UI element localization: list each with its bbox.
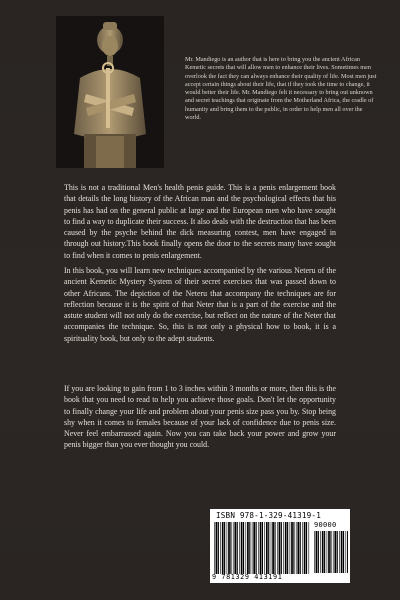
barcode-bar [256,522,257,574]
barcode-bar [304,522,306,574]
barcode-bar [230,522,231,574]
barcode-bar [296,522,297,574]
statue-illustration [56,16,164,168]
barcode-bar [234,522,236,574]
barcode-bar [258,522,259,574]
pharaoh-statue-image [56,16,164,168]
barcode-bar [316,531,318,573]
barcode-bar [274,522,275,574]
barcode-bar [343,531,344,573]
barcode-bar [247,522,249,574]
barcode-bar [334,531,336,573]
barcode-bar [214,522,215,574]
barcode-bar [239,522,240,574]
barcode-bar [302,522,303,574]
barcode-bar [264,522,265,574]
barcode-bar [306,522,307,574]
barcode-bar [341,531,343,573]
barcode-bar [314,531,315,573]
barcode-bar [277,522,278,574]
barcode-bar [330,531,331,573]
barcode-bar [337,531,338,573]
description-paragraph-2: In this book, you will learn new techniques accompanied by the various Neteru of the ancient Kemetic Mystery System of their secret exercises that was passed down to other Africans. The depiction of the Neteru that accompany the techniques are for reflection because it is the spirit of that Neter that is a part of the exercise and the astute student will not only do the exercise, but reflect on the nature of the Neter that accompanies the technique. So, this is not only a physical how to book, it is a spirituality book, but only to the adept students. [64,266,336,343]
barcode-bar [227,522,228,574]
description-paragraph-3: If you are looking to gain from 1 to 3 inches within 3 months or more, then this is the book that you need to read to help you achieve those goals. Don't let the opportunity to finally change your life and problem about your penis size pass you by. Stop being shy when it comes to females because of your lack of confidence due to penis size. Never feel embarrassed again. Now you can take back your power and grow your penis bigger than you ever thought you could. [64,384,336,450]
barcode-bar [243,522,244,574]
barcode-bar [266,522,268,574]
barcode-bar [327,531,328,573]
barcode-bar [346,531,347,573]
barcode-bar [290,522,291,574]
barcode-bar [246,522,247,574]
barcode-bar [262,522,263,574]
barcode-bar [220,522,221,574]
barcode-bar [283,522,284,574]
isbn-barcode [210,509,350,583]
description-paragraph-1: This is not a traditional Men's health penis guide. This is a penis enlargement book that details the long history of the African man and the psychological effects that his penis has had on the general public at large and the European men who have sought to find a way to duplicate their success. It also deals with the destruction that has been caused by the psyche behind the dick measuring contest, men have engaged in through out history.This book finally opens the door to the secrets many have sought to find when it comes to penis enlargement. [64,183,336,260]
barcode-bar [324,531,325,573]
barcode-bar [347,531,348,573]
isbn-text: ISBN 978-1-329-41319-1 [216,511,321,520]
barcode-bar [293,522,294,574]
barcode-bar [281,522,282,574]
barcode-bar [271,522,272,574]
barcode-bar [339,531,340,573]
barcode-bar [253,522,255,574]
ean-digits-text: 9 781329 413191 [212,573,283,581]
barcode-bar [252,522,253,574]
barcode-bar [328,531,330,573]
barcode-bar [285,522,287,574]
barcode-bar [228,522,230,574]
barcode-bar [222,522,224,574]
barcode-bar [218,522,219,574]
author-bio: Mr. Mandiego is an author that is here to bring you the ancient African Kemetic secrets that will allow men to enhance their lives. Sometimes men overlook the fact they can always enhance their quality of life. Most men just accept certain things about their life, that if they took the time to change, it would better their life. Mr. Mandiego felt it necessary to bring out unknown and secret teachings that originate from the Motherland Africa, the cradle of humanity and bring them to the public, in order to help men all over the world. [185,56,377,122]
barcode-bar [287,522,288,574]
barcode-bar [318,531,319,573]
addon-barcode-bars [314,531,348,573]
price-addon-text: 90000 [314,521,337,529]
barcode-bar [320,531,321,573]
barcode-bar [260,522,262,574]
barcode-bar [216,522,218,574]
barcode-bar [297,522,299,574]
barcode-bar [233,522,234,574]
barcode-bar [224,522,225,574]
barcode-bar [322,531,324,573]
barcode-bar [300,522,301,574]
barcode-bar [241,522,243,574]
barcode-bar [268,522,269,574]
barcode-bar [249,522,250,574]
barcode-bar [291,522,293,574]
barcode-bar [279,522,281,574]
barcode-bar [333,531,334,573]
barcode-bar [309,522,310,574]
ean-barcode-bars [214,522,310,574]
barcode-bar [237,522,238,574]
barcode-bar [272,522,274,574]
